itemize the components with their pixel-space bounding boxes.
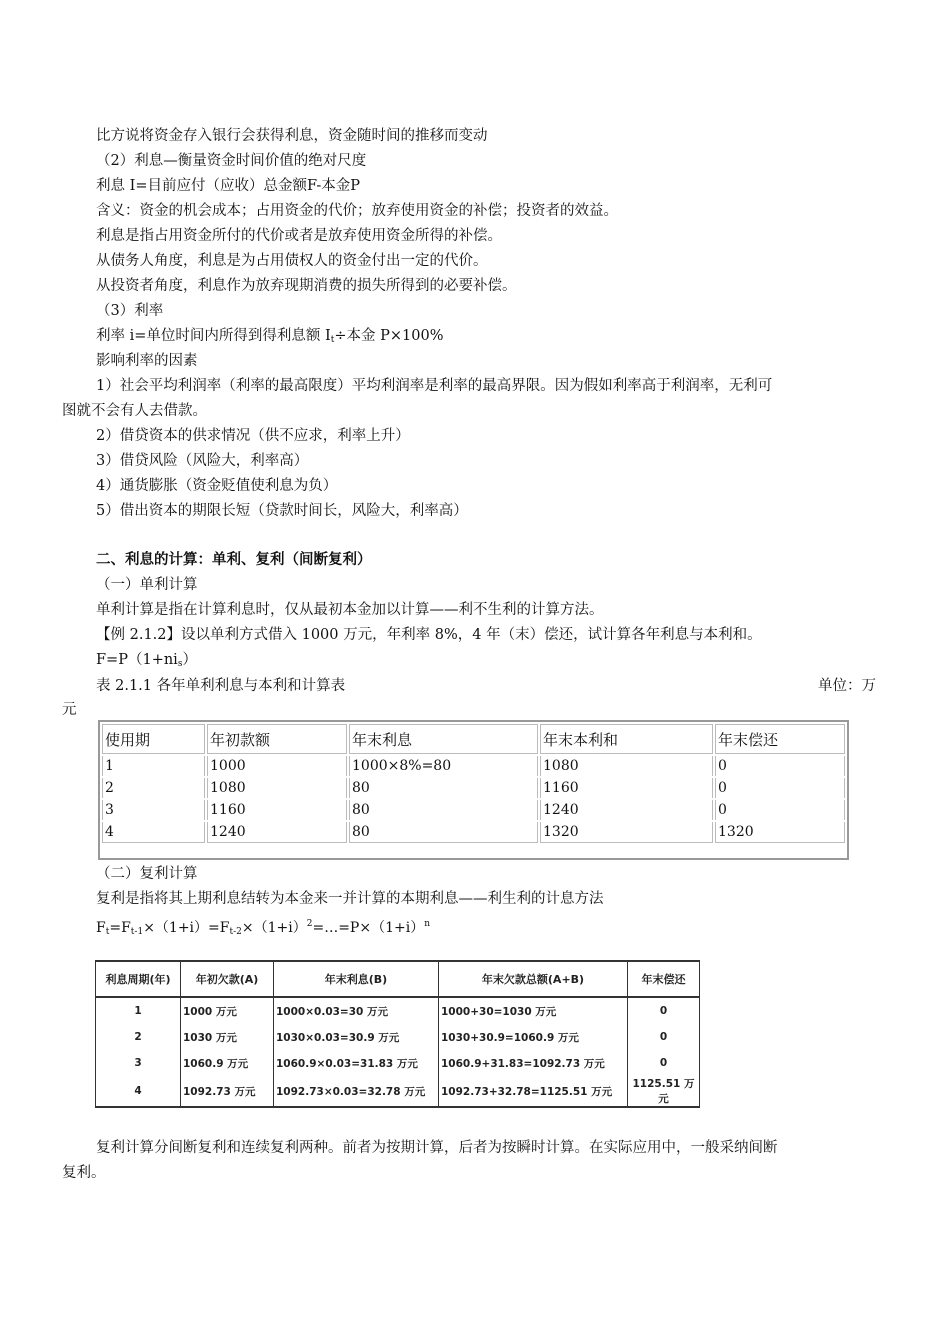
table-cell: 1080: [540, 756, 713, 776]
text-line: 单利计算是指在计算利息时，仅从最初本金加以计算——利不生利的计算方法。: [96, 602, 604, 618]
table-row: [96, 1050, 700, 1076]
table-cell: 4: [96, 1076, 181, 1107]
table-cell: 80: [349, 778, 538, 798]
text-line: 影响利率的因素: [96, 353, 198, 369]
text-line: 利息 I=目前应付（应收）总金额F-本金P: [96, 178, 361, 194]
table-row: [102, 756, 845, 776]
table-header-row: [102, 724, 845, 754]
example-text: 【例 2.1.2】设以单利方式借入 1000 万元，年利率 8%，4 年（末）偿还，试计算各年利息与本利和。: [96, 627, 762, 643]
formula-part: ×（1+i）=F: [143, 920, 230, 936]
table-header-cell: 年末偿还: [628, 961, 700, 997]
table-cell: 0: [715, 800, 845, 820]
text-line: 复利。: [62, 1165, 106, 1181]
compound-interest-formula: [96, 914, 430, 942]
table-cell: 1092.73 万元: [181, 1076, 274, 1107]
formula-part: =F: [109, 920, 131, 936]
simple-interest-table: [98, 720, 849, 860]
table-cell: 1060.9+31.83=1092.73 万元: [439, 1050, 628, 1076]
section-heading: 二、利息的计算：单利、复利（间断复利）: [96, 551, 372, 568]
compound-interest-table: [95, 960, 700, 1110]
table-cell: 1160: [207, 800, 347, 820]
table-cell: 1030 万元: [181, 1024, 274, 1050]
table-cell: 0: [628, 1024, 700, 1050]
table-cell: 0: [628, 997, 700, 1024]
table-header-cell: 利息周期(年): [96, 961, 181, 997]
table-cell: 1060.9 万元: [181, 1050, 274, 1076]
unit-label-wrap: 元: [62, 702, 77, 718]
table-header-cell: 年初欠款(A): [181, 961, 274, 997]
subsection-heading: （二）复利计算: [96, 866, 198, 882]
table-cell: 3: [96, 1050, 181, 1076]
table-cell: 1030×0.03=30.9 万元: [274, 1024, 439, 1050]
table-cell: 1: [102, 756, 205, 776]
formula-part: ）: [182, 652, 197, 668]
table-header-cell: 年末利息: [349, 724, 538, 754]
text-line: 5）借出资本的期限长短（贷款时间长，风险大，利率高）: [96, 503, 468, 519]
text-line: （2）利息—衡量资金时间价值的绝对尺度: [96, 153, 367, 169]
formula-subscript: s: [177, 659, 183, 669]
formula-part: F=P（1+ni: [96, 652, 178, 668]
table-cell: 0: [628, 1050, 700, 1076]
table-cell: 1060.9×0.03=31.83 万元: [274, 1050, 439, 1076]
table-row: [96, 1076, 700, 1107]
text-line: 比方说将资金存入银行会获得利息，资金随时间的推移而变动: [96, 128, 488, 144]
table-cell: 1240: [207, 822, 347, 843]
table-caption: 表 2.1.1 各年单利利息与本利和计算表: [96, 678, 346, 694]
table-cell: 1000×0.03=30 万元: [274, 997, 439, 1024]
unit-label: 单位：万: [818, 678, 876, 694]
table-cell: 0: [715, 756, 845, 776]
section-heading: （3）利率: [96, 303, 164, 319]
table-cell: 1092.73×0.03=32.78 万元: [274, 1076, 439, 1107]
table-header-cell: 使用期: [102, 724, 205, 754]
table-cell: 2: [102, 778, 205, 798]
text-line: 从投资者角度，利息作为放弃现期消费的损失所得到的必要补偿。: [96, 278, 517, 294]
formula-subscript: t-1: [130, 927, 144, 937]
formula-part: F: [96, 920, 106, 936]
table-header-cell: 年末本利和: [540, 724, 713, 754]
interest-rate-formula: [96, 326, 443, 350]
table-cell: 1125.51 万元: [628, 1076, 700, 1107]
table-cell: 1320: [540, 822, 713, 843]
formula-part: =…=P×（1+i）: [312, 920, 425, 936]
table-cell: 1000+30=1030 万元: [439, 997, 628, 1024]
subsection-heading: （一）单利计算: [96, 577, 198, 593]
table-cell: 1320: [715, 822, 845, 843]
text-line: 4）通货膨胀（资金贬值使利息为负）: [96, 478, 338, 494]
text-line: 从债务人角度，利息是为占用债权人的资金付出一定的代价。: [96, 253, 488, 269]
table-cell: 1030+30.9=1060.9 万元: [439, 1024, 628, 1050]
table-row: [102, 778, 845, 798]
table-cell: 0: [715, 778, 845, 798]
table-header-cell: 年末利息(B): [274, 961, 439, 997]
formula-superscript: 2: [306, 919, 313, 929]
text-line: 2）借贷资本的供求情况（供不应求，利率上升）: [96, 428, 410, 444]
formula-superscript: n: [424, 919, 430, 929]
formula-subscript: t-2: [229, 927, 242, 937]
table-cell: 80: [349, 822, 538, 843]
formula-part: 利率 i=单位时间内所得到得利息额 I: [96, 328, 331, 344]
table-header-cell: 年末欠款总额(A+B): [439, 961, 628, 997]
simple-interest-formula: [96, 650, 197, 674]
table-cell: 1000: [207, 756, 347, 776]
text-line: 复利计算分间断复利和连续复利两种。前者为按期计算，后者为按瞬时计算。在实际应用中，一般采纳间断: [96, 1140, 778, 1156]
table-row: [102, 800, 845, 820]
table-header-row: [96, 961, 700, 997]
table-cell: 1: [96, 997, 181, 1024]
text-line: 复利是指将其上期利息结转为本金来一并计算的本期利息——利生利的计息方法: [96, 891, 604, 907]
table-header-cell: 年初款额: [207, 724, 347, 754]
formula-subscript: t: [330, 335, 335, 345]
formula-part: ÷本金 P×100%: [334, 328, 444, 344]
formula-subscript: t: [105, 927, 110, 937]
table-row: [102, 822, 845, 843]
table-row: [96, 1024, 700, 1050]
table-cell: 1240: [540, 800, 713, 820]
table-cell: 1160: [540, 778, 713, 798]
text-line: 图就不会有人去借款。: [62, 403, 207, 419]
table-cell: 2: [96, 1024, 181, 1050]
table-cell: 1000 万元: [181, 997, 274, 1024]
text-line: 利息是指占用资金所付的代价或者是放弃使用资金所得的补偿。: [96, 228, 502, 244]
table-cell: 3: [102, 800, 205, 820]
table-header-cell: 年末偿还: [715, 724, 845, 754]
table-cell: 1000×8%=80: [349, 756, 538, 776]
table-cell: 80: [349, 800, 538, 820]
text-line: 含义：资金的机会成本；占用资金的代价；放弃使用资金的补偿；投资者的效益。: [96, 203, 618, 219]
text-line: 3）借贷风险（风险大，利率高）: [96, 453, 309, 469]
text-line: 1）社会平均利润率（利率的最高限度）平均利润率是利率的最高界限。因为假如利率高于利润率，无利可: [96, 378, 773, 394]
table-cell: 1080: [207, 778, 347, 798]
table-cell: 1092.73+32.78=1125.51 万元: [439, 1076, 628, 1107]
table-cell: 4: [102, 822, 205, 843]
table-row: [96, 997, 700, 1024]
formula-part: ×（1+i）: [241, 920, 307, 936]
